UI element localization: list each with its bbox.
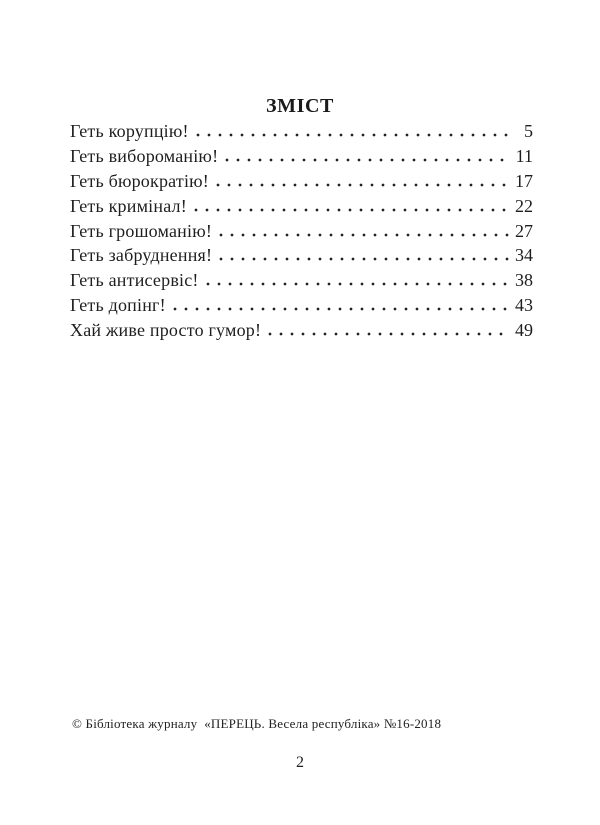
toc-entry xyxy=(70,144,533,169)
dot-leader xyxy=(225,158,510,162)
toc-entry-page: 49 xyxy=(515,320,533,341)
page-number: 2 xyxy=(296,754,304,771)
toc-entry-label: Геть корупцію! xyxy=(70,121,189,141)
dot-leader xyxy=(194,208,510,212)
dot-leader xyxy=(219,257,510,261)
dot-leader xyxy=(206,282,510,286)
toc-entry-page: 22 xyxy=(515,195,533,216)
toc-entry-page: 17 xyxy=(515,170,533,191)
toc-entry-label: Хай живе просто гумор! xyxy=(70,320,262,341)
dot-leader xyxy=(219,233,510,237)
toc-title: ЗМІСТ xyxy=(266,95,334,117)
toc-entry xyxy=(70,268,533,293)
toc-entry-page: 34 xyxy=(515,245,533,266)
toc-entry-page: 27 xyxy=(515,220,533,241)
toc-entry-label: Геть антисервіс! xyxy=(70,270,199,291)
dot-leader xyxy=(216,183,510,187)
toc-entry xyxy=(70,219,533,244)
copyright-line: © Бібліотека журналу «ПЕРЕЦЬ. Весела республіка» №16-2018 xyxy=(72,716,442,731)
toc-entry xyxy=(70,169,533,194)
toc-entry-page: 11 xyxy=(515,145,533,166)
toc-entry xyxy=(70,243,533,268)
toc-entry-page: 38 xyxy=(515,270,533,291)
toc-entry-label: Геть грошоманію! xyxy=(70,220,213,241)
toc-entry xyxy=(70,293,533,318)
toc-entry-label: Геть вибороманію! xyxy=(70,145,219,166)
toc-entry-label: Геть бюрократію! xyxy=(70,170,209,191)
toc-entry-page: 5 xyxy=(524,121,533,141)
toc-entry xyxy=(70,119,533,144)
toc-list xyxy=(70,119,533,343)
toc-entry xyxy=(70,318,533,343)
toc-entry-label: Геть допінг! xyxy=(70,295,166,316)
dot-leader xyxy=(268,332,510,336)
dot-leader xyxy=(173,307,510,311)
toc-entry-label: Геть кримінал! xyxy=(70,195,187,216)
dot-leader xyxy=(196,133,510,137)
toc-entry xyxy=(70,194,533,219)
toc-entry-page: 43 xyxy=(515,295,533,316)
toc-entry-label: Геть забруднення! xyxy=(70,245,213,266)
